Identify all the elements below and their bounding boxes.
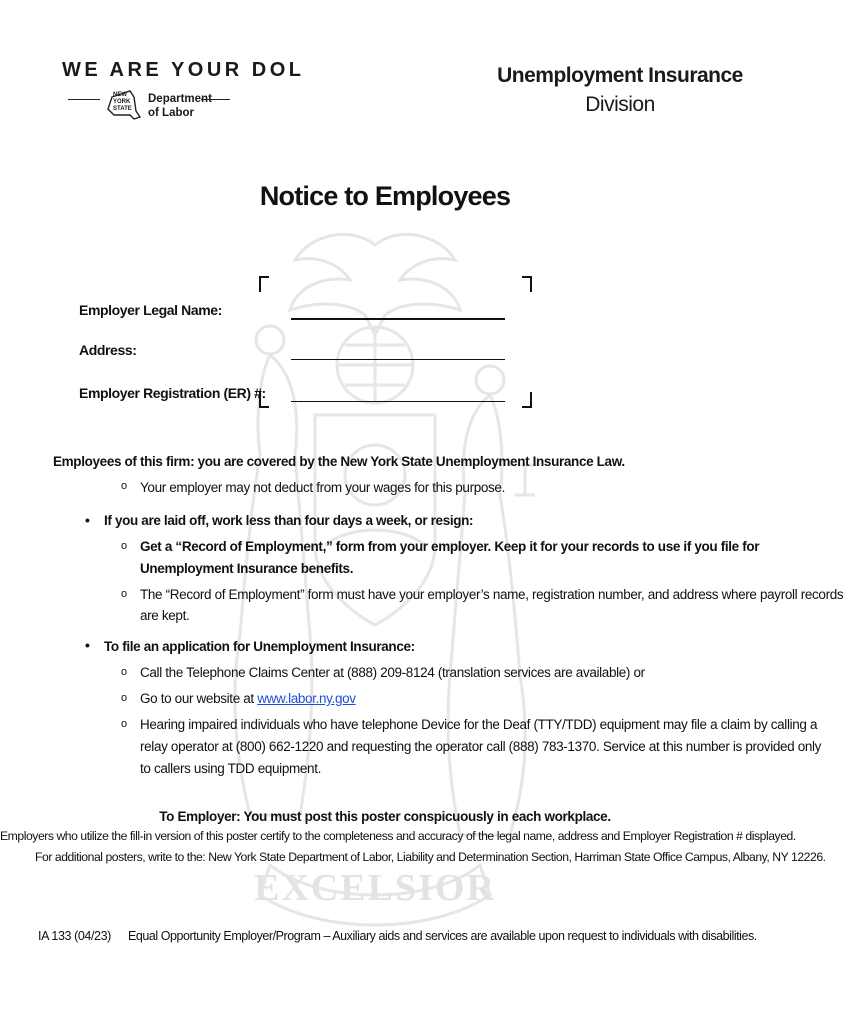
- laid-off-item1-line1: Get a “Record of Employment,” form from your employer. Keep it for your records to use if you file for: [140, 539, 760, 554]
- file-item3-line2: relay operator at (800) 662-1220 and requesting the operator call (888) 783-1370. Service at this number is provided only: [140, 739, 822, 754]
- sub-bullet: o: [121, 692, 128, 704]
- new-york-state-text: [113, 92, 132, 113]
- certify-line: Employers who utilize the fill-in version of this poster certify to the completeness and accuracy of the legal name, address and Employer Registration # displayed.: [0, 829, 796, 843]
- field-bracket-top-right: [522, 276, 532, 292]
- seal-motto: EXCELSIOR: [254, 867, 496, 909]
- department-name: [148, 92, 212, 120]
- bullet: •: [85, 637, 90, 653]
- laid-off-item2-line2: are kept.: [140, 608, 190, 623]
- department-line1: Department: [148, 93, 212, 105]
- dol-tagline: WE ARE YOUR DOL: [62, 59, 305, 81]
- laid-off-item2-line1: The “Record of Employment” form must have your employer’s name, registration number, and address where payroll records: [140, 587, 843, 602]
- additional-posters-line: For additional posters, write to the: New York State Department of Labor, Liability and Determination Section, Harriman State Office Campus, Albany, NY 12226.: [35, 850, 826, 864]
- address-field[interactable]: [291, 359, 505, 360]
- file-item3-line1: Hearing impaired individuals who have telephone Device for the Deaf (TTY/TDD) equipment may file a claim by calling a: [140, 717, 818, 732]
- sub-bullet: o: [121, 666, 128, 678]
- division-subtitle: Division: [585, 93, 655, 116]
- field-bracket-top-left: [259, 276, 269, 292]
- state-line-state: STATE: [113, 106, 132, 112]
- intro-sub-text: Your employer may not deduct from your wages for this purpose.: [140, 480, 505, 495]
- field-bracket-bottom-right: [522, 392, 532, 408]
- department-line2: of Labor: [148, 107, 194, 119]
- eeo-statement: Equal Opportunity Employer/Program – Auxiliary aids and services are available upon request to individuals with disabilities.: [128, 929, 757, 943]
- employer-legal-name-label: Employer Legal Name:: [79, 302, 222, 318]
- division-title: Unemployment Insurance: [497, 64, 743, 87]
- registration-label: Employer Registration (ER) #:: [79, 385, 266, 401]
- laid-off-heading: If you are laid off, work less than four days a week, or resign:: [104, 513, 474, 528]
- sub-bullet: o: [121, 480, 128, 492]
- state-line-york: YORK: [113, 99, 131, 105]
- file-item1: Call the Telephone Claims Center at (888) 209-8124 (translation services are available) or: [140, 665, 645, 680]
- file-heading: To file an application for Unemployment Insurance:: [104, 639, 415, 654]
- registration-field[interactable]: [291, 401, 505, 402]
- logo-divider-left: [68, 99, 100, 100]
- employer-legal-name-field[interactable]: [291, 318, 505, 320]
- sub-bullet: o: [121, 540, 128, 552]
- sub-bullet: o: [121, 588, 128, 600]
- employer-notice: To Employer: You must post this poster conspicuously in each workplace.: [159, 809, 611, 824]
- logo-divider-right: [201, 99, 230, 100]
- dol-website-link[interactable]: www.labor.ny.gov: [257, 691, 356, 706]
- sub-bullet: o: [121, 718, 128, 730]
- address-label: Address:: [79, 342, 137, 358]
- file-item2: [140, 690, 356, 707]
- file-item3-line3: to callers using TDD equipment.: [140, 761, 321, 776]
- bullet: •: [85, 512, 90, 528]
- form-id: IA 133 (04/23): [38, 929, 111, 943]
- laid-off-item1-line2: Unemployment Insurance benefits.: [140, 561, 354, 576]
- file-item2-prefix: Go to our website at: [140, 691, 258, 706]
- state-line-new: NEW: [113, 92, 127, 98]
- page-title: Notice to Employees: [259, 181, 511, 211]
- intro-text: Employees of this firm: you are covered by the New York State Unemployment Insurance Law.: [53, 454, 625, 469]
